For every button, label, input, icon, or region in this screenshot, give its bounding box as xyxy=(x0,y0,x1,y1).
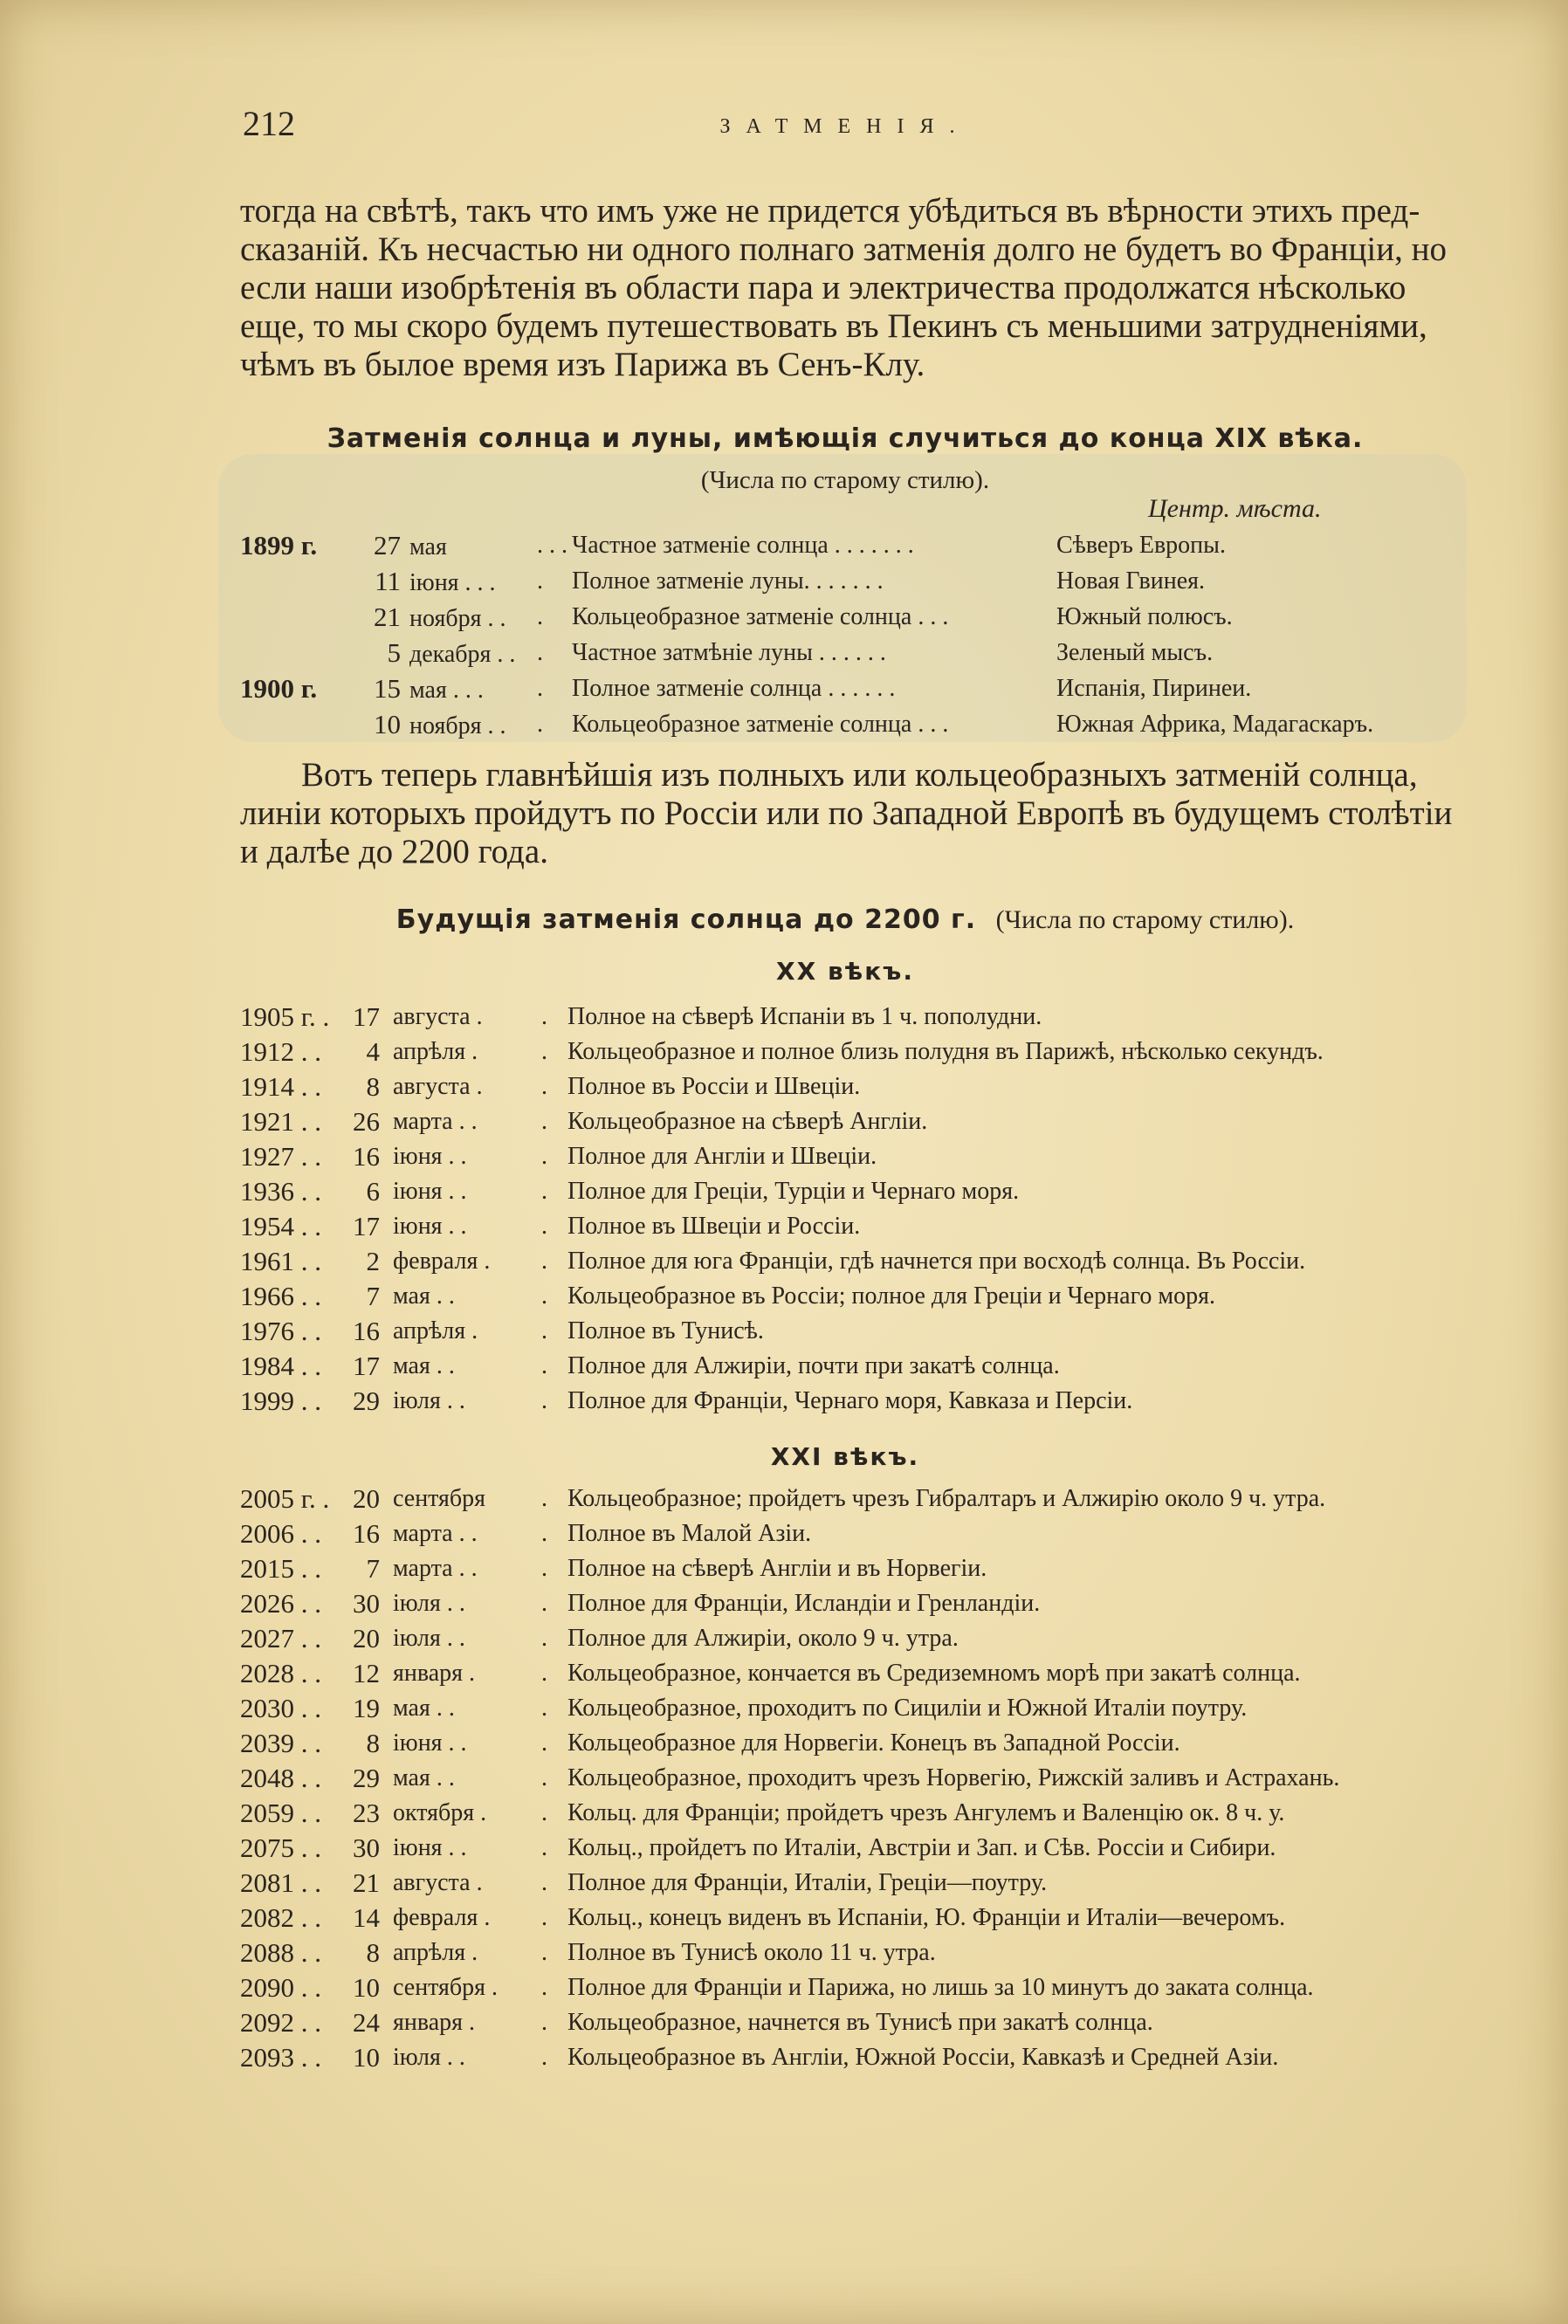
row-day: 19 xyxy=(353,1693,380,1723)
table-row xyxy=(240,1035,1462,1069)
table-row xyxy=(240,1551,1462,1586)
para2-line: Вотъ теперь главнѣйшія изъ полныхъ или кольцеобразныхъ затменій солнца, xyxy=(301,756,1418,794)
table-row xyxy=(240,1314,1462,1349)
row-year: 2026 . . xyxy=(240,1588,321,1619)
row-event: Полное затменіе солнца . . . . . . xyxy=(572,675,896,702)
table-row xyxy=(240,1384,1462,1419)
row-month: ноября . . xyxy=(409,605,506,632)
row-year: 2028 . . xyxy=(240,1658,321,1688)
row-year: 1905 г. . xyxy=(240,1001,330,1032)
row-year: 2030 . . xyxy=(240,1693,321,1723)
table-row xyxy=(240,1279,1462,1314)
row-day: 8 xyxy=(366,1937,380,1968)
row-leader: . xyxy=(537,675,543,702)
row-leader: . xyxy=(541,1352,547,1379)
row-month: іюня . . xyxy=(393,1143,467,1170)
intro-line: чѣмъ въ былое время изъ Парижа въ Сенъ-Клу. xyxy=(240,346,925,383)
row-month: іюня . . xyxy=(393,1729,467,1757)
row-event: Кольцеобразное затменіе солнца . . . xyxy=(572,711,949,738)
row-leader: . xyxy=(541,1695,547,1722)
row-leader: . xyxy=(541,1869,547,1896)
row-event: Полное для Франціи, Исландіи и Гренландіи. xyxy=(567,1590,1041,1617)
table2-century-21 xyxy=(240,1482,1462,2075)
century-heading-20: XX вѣкъ. xyxy=(776,957,914,986)
row-leader: . xyxy=(541,1108,547,1135)
table-row xyxy=(240,2040,1462,2075)
row-leader: . xyxy=(541,1038,547,1065)
row-year: 2093 . . xyxy=(240,2042,321,2073)
row-month: мая . . xyxy=(393,1352,455,1379)
row-event: Кольцеобразное въ Россіи; полное для Греціи и Чернаго моря. xyxy=(567,1282,1215,1310)
row-day: 16 xyxy=(353,1518,380,1549)
row-day: 20 xyxy=(353,1483,380,1514)
row-day: 4 xyxy=(366,1036,380,1067)
row-year: 2015 . . xyxy=(240,1553,321,1584)
row-month: іюля . . xyxy=(393,1387,465,1414)
row-leader: . xyxy=(541,1213,547,1240)
table-row xyxy=(240,1209,1462,1244)
row-date xyxy=(362,635,537,672)
row-event: Полное для Франціи и Парижа, но лишь за 10 минутъ до заката солнца. xyxy=(567,1974,1314,2001)
row-year: 1914 . . xyxy=(240,1071,321,1102)
row-year: 2092 . . xyxy=(240,2007,321,2038)
row-month: апрѣля . xyxy=(393,1317,478,1344)
row-day: 26 xyxy=(353,1106,380,1137)
row-date xyxy=(362,599,537,636)
row-year: 1900 г. xyxy=(240,673,318,704)
row-leader: . xyxy=(537,603,543,630)
row-day: 16 xyxy=(353,1316,380,1346)
row-leader: . xyxy=(541,1590,547,1617)
row-year: 1936 . . xyxy=(240,1176,321,1207)
table-row xyxy=(240,1691,1462,1726)
table-row xyxy=(240,599,1462,635)
table1 xyxy=(240,527,1462,742)
row-month: января . xyxy=(393,1660,476,1687)
row-month: іюля . . xyxy=(393,2044,465,2071)
table-row xyxy=(240,1104,1462,1139)
row-leader: . xyxy=(541,1625,547,1652)
table-row xyxy=(240,1516,1462,1551)
century-heading-21: XXI вѣкъ. xyxy=(770,1442,920,1471)
row-year: 1976 . . xyxy=(240,1316,321,1346)
row-leader: . xyxy=(541,2009,547,2036)
row-event: Полное въ Тунисѣ. xyxy=(567,1317,764,1344)
row-leader: . xyxy=(541,1520,547,1547)
row-leader: . xyxy=(541,1660,547,1687)
row-year: 1921 . . xyxy=(240,1106,321,1137)
page-number: 212 xyxy=(243,104,295,143)
table-row xyxy=(240,1936,1462,1970)
row-leader: . xyxy=(541,1764,547,1791)
table-row xyxy=(240,1831,1462,1866)
row-month: августа . xyxy=(393,1073,483,1100)
row-leader: . xyxy=(541,1003,547,1030)
row-event: Кольцеобразное и полное близь полудня въ Парижѣ, нѣсколько секундъ. xyxy=(567,1038,1324,1065)
row-month: февраля . xyxy=(393,1248,491,1275)
row-year: 2075 . . xyxy=(240,1832,321,1863)
row-day: 7 xyxy=(366,1281,380,1311)
row-day: 10 xyxy=(353,1972,380,2003)
row-event: Полное затменіе луны. . . . . . . xyxy=(572,567,884,595)
row-year: 1954 . . xyxy=(240,1211,321,1241)
row-month: февраля . xyxy=(393,1904,491,1931)
row-day: 15 xyxy=(374,673,401,704)
row-event: Полное для Алжиріи, около 9 ч. утра. xyxy=(567,1625,959,1652)
row-month: мая xyxy=(409,533,447,560)
row-month: января . xyxy=(393,2009,476,2036)
table-row xyxy=(240,527,1462,563)
row-event: Кольцеобразное, проходитъ по Сициліи и Южной Италіи поутру. xyxy=(567,1695,1248,1722)
table-row xyxy=(240,563,1462,599)
table-row xyxy=(240,1139,1462,1174)
row-leader: . xyxy=(541,1904,547,1931)
table-row xyxy=(240,1761,1462,1796)
row-month: декабря . . xyxy=(409,641,516,668)
table-row xyxy=(240,1349,1462,1384)
row-day: 17 xyxy=(353,1001,380,1032)
row-month: іюня . . . xyxy=(409,569,496,596)
row-leader: . xyxy=(541,1555,547,1582)
row-month: іюня . . xyxy=(393,1178,467,1205)
intro-paragraph xyxy=(240,192,1454,384)
row-day: 11 xyxy=(375,566,401,596)
row-day: 14 xyxy=(353,1902,380,1933)
table-row xyxy=(240,1656,1462,1691)
row-month: сентября . xyxy=(393,1974,499,2001)
row-leader: . xyxy=(541,1939,547,1966)
row-month: октября . xyxy=(393,1799,487,1826)
row-leader: . xyxy=(541,1485,547,1512)
row-month: мая . . . xyxy=(409,677,484,704)
row-event: Кольцеобразное, начнется въ Тунисѣ при закатѣ солнца. xyxy=(567,2009,1153,2036)
row-event: Полное для Франціи, Чернаго моря, Кавказа и Персіи. xyxy=(567,1387,1133,1414)
row-year: 1966 . . xyxy=(240,1281,321,1311)
row-year: 1899 г. xyxy=(240,530,318,560)
row-event: Кольцеобразное для Норвегіи. Конецъ въ Западной Россіи. xyxy=(567,1729,1180,1757)
row-event: Кольцеобразное въ Англіи, Южной Россіи, Кавказѣ и Средней Азіи. xyxy=(567,2044,1279,2071)
table1-column-header: Центр. мѣста. xyxy=(1148,494,1322,523)
row-day: 21 xyxy=(374,602,401,632)
table-row xyxy=(240,670,1462,706)
table-row xyxy=(240,1174,1462,1209)
row-month: іюля . . xyxy=(393,1590,465,1617)
row-month: іюня . . xyxy=(393,1213,467,1240)
row-year: 1927 . . xyxy=(240,1141,321,1172)
row-event: Кольцеобразное, кончается въ Средиземномъ морѣ при закатѣ солнца. xyxy=(567,1660,1301,1687)
row-day: 17 xyxy=(353,1351,380,1381)
row-year: 2059 . . xyxy=(240,1798,321,1828)
row-day: 8 xyxy=(366,1728,380,1758)
row-leader: . xyxy=(541,1387,547,1414)
row-event: Полное для Франціи, Италіи, Греціи—поутру. xyxy=(567,1869,1048,1896)
row-leader: . xyxy=(541,1178,547,1205)
row-day: 29 xyxy=(353,1763,380,1793)
table-row xyxy=(240,635,1462,670)
row-event: Полное въ Россіи и Швеціи. xyxy=(567,1073,861,1100)
row-day: 16 xyxy=(353,1141,380,1172)
row-month: ноября . . xyxy=(409,712,506,739)
row-date xyxy=(362,563,537,601)
row-event: Кольцеобразное затменіе солнца . . . xyxy=(572,603,949,630)
row-leader: . xyxy=(541,2044,547,2071)
row-year: 2006 . . xyxy=(240,1518,321,1549)
row-day: 6 xyxy=(366,1176,380,1207)
row-day: 10 xyxy=(353,2042,380,2073)
table-row xyxy=(240,1866,1462,1901)
table-row xyxy=(240,1621,1462,1656)
row-event: Частное затменіе солнца . . . . . . . xyxy=(572,532,914,559)
row-leader: . xyxy=(537,639,543,666)
row-leader: . xyxy=(541,1974,547,2001)
row-event: Полное для Греціи, Турціи и Чернаго моря. xyxy=(567,1178,1020,1205)
row-year: 2027 . . xyxy=(240,1623,321,1654)
row-place: Зеленый мысъ. xyxy=(1056,639,1214,666)
page-header xyxy=(243,103,1448,147)
row-event: Полное въ Малой Азіи. xyxy=(567,1520,812,1547)
row-event: Полное въ Тунисѣ около 11 ч. утра. xyxy=(567,1939,936,1966)
row-day: 20 xyxy=(353,1623,380,1654)
second-paragraph xyxy=(240,756,1454,871)
row-day: 8 xyxy=(366,1071,380,1102)
row-year: 2039 . . xyxy=(240,1728,321,1758)
row-day: 5 xyxy=(387,637,401,668)
row-event: Полное на сѣверѣ Англіи и въ Норвегіи. xyxy=(567,1555,987,1582)
row-leader: . xyxy=(541,1282,547,1310)
row-day: 10 xyxy=(374,709,401,739)
table-row xyxy=(240,1069,1462,1104)
table1-title: Затменія солнца и луны, имѣющія случиться до конца XIX вѣка. xyxy=(327,423,1364,454)
row-month: мая . . xyxy=(393,1764,455,1791)
row-event: Полное для юга Франціи, гдѣ начнется при восходѣ солнца. Въ Россіи. xyxy=(567,1248,1306,1275)
row-day: 24 xyxy=(353,2007,380,2038)
row-day: 29 xyxy=(353,1385,380,1416)
row-day: 27 xyxy=(374,530,401,560)
intro-line: если наши изобрѣтенія въ области пара и электричества продолжатся нѣсколько xyxy=(240,269,1406,306)
row-leader: . xyxy=(541,1073,547,1100)
row-year: 1984 . . xyxy=(240,1351,321,1381)
row-month: апрѣля . xyxy=(393,1038,478,1065)
row-day: 30 xyxy=(353,1832,380,1863)
row-year: 1912 . . xyxy=(240,1036,321,1067)
intro-line: сказаній. Къ несчастью ни одного полнаго затменія долго не будетъ во Франціи, но xyxy=(240,230,1447,268)
row-event: Кольц., пройдетъ по Италіи, Австріи и Зап. и Сѣв. Россіи и Сибири. xyxy=(567,1834,1276,1861)
row-year: 2088 . . xyxy=(240,1937,321,1968)
row-month: августа . xyxy=(393,1869,483,1896)
row-month: августа . xyxy=(393,1003,483,1030)
table-row xyxy=(240,1796,1462,1831)
row-date xyxy=(362,706,537,744)
table2-title-note: (Числа по старому стилю). xyxy=(995,905,1295,934)
row-leader: . xyxy=(541,1248,547,1275)
row-day: 30 xyxy=(353,1588,380,1619)
row-date xyxy=(362,527,537,565)
row-year: 2081 . . xyxy=(240,1867,321,1898)
running-head: ЗАТМЕНІЯ. xyxy=(719,115,971,138)
row-leader: . xyxy=(541,1729,547,1757)
row-date xyxy=(362,670,537,708)
row-event: Кольцеобразное на сѣверѣ Англіи. xyxy=(567,1108,928,1135)
row-event: Кольц., конецъ виденъ въ Испаніи, Ю. Франціи и Италіи—вечеромъ. xyxy=(567,1904,1286,1931)
row-day: 21 xyxy=(353,1867,380,1898)
row-event: Кольцеобразное, проходитъ чрезъ Норвегію, Рижскій заливъ и Астрахань. xyxy=(567,1764,1340,1791)
para2-line: и далѣе до 2200 года. xyxy=(240,833,548,870)
row-day: 2 xyxy=(366,1246,380,1276)
table-row xyxy=(240,1726,1462,1761)
row-year: 2082 . . xyxy=(240,1902,321,1933)
row-event: Полное для Англіи и Швеціи. xyxy=(567,1143,877,1170)
row-month: мая . . xyxy=(393,1695,455,1722)
table-row xyxy=(240,706,1462,742)
para2-line: линіи которыхъ пройдутъ по Россіи или по Западной Европѣ въ будущемъ столѣтіи xyxy=(240,794,1453,832)
row-event: Частное затмѣніе луны . . . . . . xyxy=(572,639,886,666)
row-place: Южная Африка, Мадагаскаръ. xyxy=(1056,711,1374,738)
row-year: 2005 г. . xyxy=(240,1483,330,1514)
row-event: Полное для Алжиріи, почти при закатѣ солнца. xyxy=(567,1352,1060,1379)
table-row xyxy=(240,1482,1462,1516)
row-leader: . xyxy=(541,1143,547,1170)
row-month: мая . . xyxy=(393,1282,455,1310)
row-year: 2090 . . xyxy=(240,1972,321,2003)
table-row xyxy=(240,1000,1462,1035)
table-row xyxy=(240,1901,1462,1936)
row-year: 1961 . . xyxy=(240,1246,321,1276)
table1-subtitle: (Числа по старому стилю). xyxy=(700,466,990,494)
intro-line: тогда на свѣтѣ, такъ что имъ уже не придется убѣдиться въ вѣрности этихъ пред- xyxy=(240,192,1420,230)
row-leader: . xyxy=(537,711,543,738)
row-leader: . . . xyxy=(537,532,567,559)
row-day: 12 xyxy=(353,1658,380,1688)
table2-title xyxy=(243,904,1448,935)
row-event: Полное въ Швеціи и Россіи. xyxy=(567,1213,861,1240)
row-month: іюля . . xyxy=(393,1625,465,1652)
row-year: 2048 . . xyxy=(240,1763,321,1793)
row-day: 23 xyxy=(353,1798,380,1828)
row-month: марта . . xyxy=(393,1108,478,1135)
row-leader: . xyxy=(541,1799,547,1826)
row-place: Испанія, Пиринеи. xyxy=(1056,675,1252,702)
row-event: Кольцеобразное; пройдетъ чрезъ Гибралтаръ и Алжирію около 9 ч. утра. xyxy=(567,1485,1326,1512)
row-day: 17 xyxy=(353,1211,380,1241)
table-row xyxy=(240,1586,1462,1621)
row-leader: . xyxy=(541,1317,547,1344)
row-place: Новая Гвинея. xyxy=(1056,567,1205,595)
intro-line: еще, то мы скоро будемъ путешествовать въ Пекинъ съ меньшими затрудненіями, xyxy=(240,307,1427,345)
row-month: апрѣля . xyxy=(393,1939,478,1966)
table-row xyxy=(240,1244,1462,1279)
row-day: 7 xyxy=(366,1553,380,1584)
row-month: іюня . . xyxy=(393,1834,467,1861)
row-leader: . xyxy=(537,567,543,595)
row-month: марта . . xyxy=(393,1555,478,1582)
row-place: Сѣверъ Европы. xyxy=(1056,532,1226,559)
table2-century-20 xyxy=(240,1000,1462,1419)
table2-title-main: Будущія затменія солнца до 2200 г. xyxy=(395,904,977,935)
row-month: сентября xyxy=(393,1485,486,1512)
row-month: марта . . xyxy=(393,1520,478,1547)
row-year: 1999 . . xyxy=(240,1385,321,1416)
row-leader: . xyxy=(541,1834,547,1861)
table-row xyxy=(240,2005,1462,2040)
row-place: Южный полюсъ. xyxy=(1056,603,1233,630)
table-row xyxy=(240,1970,1462,2005)
row-event: Кольц. для Франціи; пройдетъ чрезъ Ангулемъ и Валенцію ок. 8 ч. у. xyxy=(567,1799,1285,1826)
row-event: Полное на сѣверѣ Испаніи въ 1 ч. пополудни. xyxy=(567,1003,1042,1030)
